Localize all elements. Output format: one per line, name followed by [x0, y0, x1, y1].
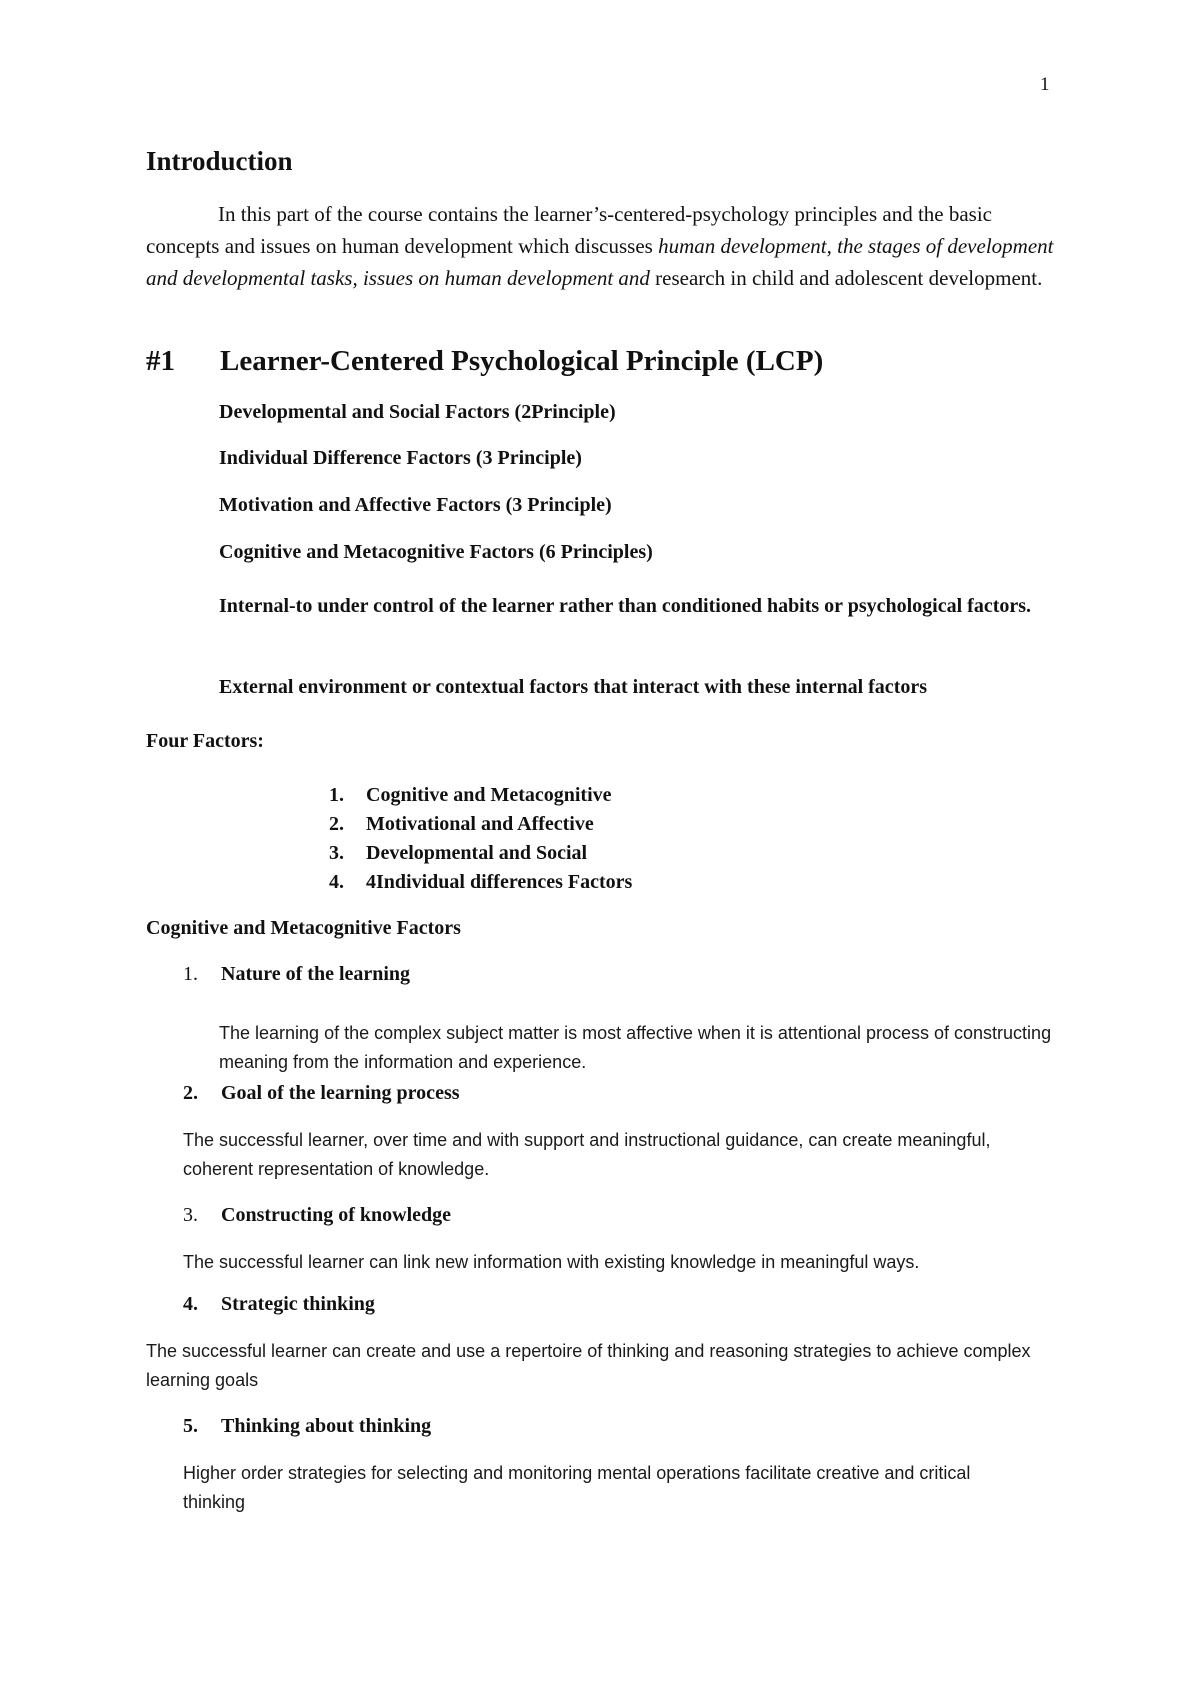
- list-number: 4.: [329, 871, 344, 893]
- lcp-number: #1: [146, 345, 175, 377]
- principle-title: Strategic thinking: [221, 1293, 375, 1315]
- principle-body: The successful learner can link new information with existing knowledge in meaningful ways.: [183, 1252, 920, 1272]
- list-text: Developmental and Social: [366, 842, 588, 864]
- lcp-item: Developmental and Social Factors (2Principle): [219, 401, 616, 423]
- lcp-internal-factors: Internal-to under control of the learner rather than conditioned habits or psychological factors.: [219, 595, 1032, 617]
- principle-title: Nature of the learning: [221, 963, 411, 985]
- principle-number: 4.: [183, 1293, 198, 1315]
- introduction-heading: Introduction: [146, 146, 293, 176]
- principle-number: 2.: [183, 1082, 198, 1104]
- principle-number: 5.: [183, 1415, 198, 1437]
- lcp-item: Motivation and Affective Factors (3 Principle): [219, 494, 612, 516]
- list-number: 1.: [329, 784, 344, 806]
- lcp-title: Learner-Centered Psychological Principle (LCP): [220, 345, 824, 377]
- list-text: Cognitive and Metacognitive: [366, 784, 612, 806]
- intro-text-part2: research in child and adolescent development.: [649, 266, 1043, 290]
- principle-body: The successful learner, over time and with support and instructional guidance, can create meaningful, coherent representation of knowledge.: [183, 1130, 991, 1179]
- principle-body: The successful learner can create and use a repertoire of thinking and reasoning strategies to achieve complex learning goals: [146, 1341, 1031, 1390]
- principle-body: Higher order strategies for selecting and monitoring mental operations facilitate creative and critical thinking: [183, 1463, 971, 1512]
- cognitive-section-title: Cognitive and Metacognitive Factors: [146, 917, 461, 939]
- lcp-item: Individual Difference Factors (3 Principle): [219, 447, 582, 469]
- intro-text-part1: In this part of the course contains the learner’s-centered-psychology principles and the basic concepts and issues on human development which discusses: [146, 202, 993, 258]
- lcp-external-factors: External environment or contextual factors that interact with these internal factors: [219, 676, 928, 698]
- list-number: 3.: [329, 842, 344, 864]
- page-number: 1: [1040, 74, 1050, 95]
- principle-title: Constructing of knowledge: [221, 1204, 452, 1226]
- list-number: 2.: [329, 813, 344, 835]
- lcp-heading: [146, 345, 823, 378]
- lcp-item: Cognitive and Metacognitive Factors (6 Principles): [219, 541, 653, 563]
- principle-title: Goal of the learning process: [221, 1082, 460, 1104]
- principle-body: The learning of the complex subject matter is most affective when it is attentional process of constructing meaning from the information and experience.: [219, 1023, 1052, 1072]
- four-factors-label: Four Factors:: [146, 730, 264, 752]
- principle-number: 3.: [183, 1204, 198, 1226]
- intro-text-italic: human development, the stages of development and developmental tasks, issues on human development and: [146, 234, 1054, 290]
- introduction-paragraph: [146, 198, 1066, 294]
- principle-title: Thinking about thinking: [221, 1415, 432, 1437]
- principle-number: 1.: [183, 963, 198, 985]
- list-text: Motivational and Affective: [366, 813, 594, 835]
- list-text: 4Individual differences Factors: [366, 871, 633, 893]
